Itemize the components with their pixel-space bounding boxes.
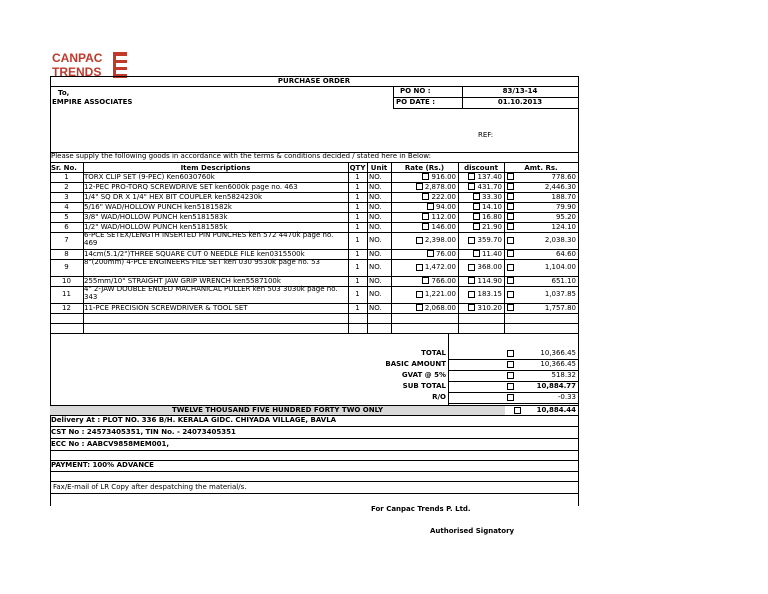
- checkbox-icon: [507, 304, 514, 311]
- checkbox-icon: [468, 237, 475, 244]
- row-checkbox: [507, 304, 514, 313]
- row-sr: 6: [64, 222, 69, 231]
- row-unit: NO.: [369, 236, 382, 244]
- col-item: Item Descriptions: [180, 164, 251, 172]
- totals-value: 518.32: [551, 371, 576, 379]
- col-unit: Unit: [370, 164, 388, 172]
- row-amt: 64.60: [555, 249, 576, 258]
- row-checkbox: [507, 183, 514, 192]
- row-discount: [458, 223, 502, 232]
- totals-label: GVAT @ 5%: [401, 371, 446, 379]
- checkbox-icon: [422, 223, 429, 230]
- row-sr: 9: [64, 263, 69, 271]
- row-sr: 11: [62, 290, 71, 298]
- row-qty: 1: [355, 263, 360, 271]
- row-checkbox: [507, 193, 514, 202]
- row-checkbox: [507, 263, 514, 272]
- checkbox-icon: [422, 213, 429, 220]
- checkbox-icon: [507, 277, 514, 284]
- checkbox-icon: [507, 361, 514, 368]
- row-rate: [391, 304, 456, 313]
- checkbox-icon: [416, 237, 423, 244]
- grand-total: 10,884.44: [536, 406, 576, 414]
- row-rate-value: 222.00: [431, 192, 456, 201]
- ref-label: REF:: [478, 131, 494, 139]
- row-qty: 1: [355, 249, 360, 258]
- row-qty: 1: [355, 182, 360, 191]
- totals-checkbox: [507, 393, 514, 402]
- fax-note: Fax/E-mail of LR Copy after despatching the material/s.: [53, 483, 247, 491]
- for-company: For Canpac Trends P. Ltd.: [371, 505, 471, 513]
- row-checkbox: [507, 223, 514, 232]
- row-line: [50, 313, 578, 314]
- totals-checkbox: [507, 360, 514, 369]
- row-discount: [458, 304, 502, 313]
- row-checkbox: [507, 250, 514, 259]
- row-sr: 7: [64, 236, 69, 244]
- checkbox-icon: [473, 213, 480, 220]
- row-rate: [391, 263, 456, 272]
- row-desc: 3/8" WAD/HOLLOW PUNCH ken5181583k: [84, 212, 228, 221]
- row-desc: 1/4" SQ DR X 1/4" HEX BIT COUPLER ken5824230k: [84, 192, 263, 201]
- row-sr: 4: [64, 202, 69, 211]
- row-amt: 95.20: [555, 212, 576, 221]
- row-amt: 1,757.80: [544, 303, 576, 312]
- row-discount-value: 11.40: [481, 249, 502, 258]
- row-discount: [458, 213, 502, 222]
- row-sr: 12: [62, 303, 71, 312]
- row-sr: 1: [64, 172, 69, 181]
- checkbox-icon: [507, 291, 514, 298]
- row-rate-value: 1,221.00: [424, 290, 456, 298]
- row-desc: 11-PCE PRECISION SCREWDRIVER & TOOL SET: [84, 303, 248, 312]
- po-no-value: 83/13-14: [502, 87, 538, 95]
- checkbox-icon: [507, 183, 514, 190]
- row-qty: 1: [355, 276, 360, 285]
- row-desc: 4" 2-JAW DOUBLE ENDED MACHANICAL PULLER ken 503 3030k page no. 343: [84, 285, 338, 301]
- row-discount-value: 33.30: [481, 192, 502, 201]
- row-checkbox: [507, 173, 514, 182]
- row-unit: NO.: [369, 202, 382, 211]
- row-qty: 1: [355, 192, 360, 201]
- totals-value: 10,366.45: [540, 360, 576, 368]
- row-line: [448, 403, 578, 404]
- row-amt: 1,104.00: [544, 263, 576, 271]
- row-desc: 5/16" WAD/HOLLOW PUNCH ken5181582k: [84, 202, 232, 211]
- column-line: [391, 162, 392, 333]
- row-qty: 1: [355, 290, 360, 298]
- row-discount: [458, 277, 502, 286]
- row-discount: [458, 183, 502, 192]
- row-checkbox: [507, 236, 514, 245]
- column-line: [348, 162, 349, 333]
- row-discount: [458, 290, 502, 299]
- checkbox-icon: [468, 304, 475, 311]
- totals-label: SUB TOTAL: [402, 382, 446, 390]
- row-rate-value: 916.00: [431, 172, 456, 181]
- checkbox-icon: [473, 223, 480, 230]
- page-title: PURCHASE ORDER: [277, 77, 351, 85]
- checkbox-icon: [507, 250, 514, 257]
- row-unit: NO.: [369, 212, 382, 221]
- row-amt: 188.70: [551, 192, 576, 201]
- col-qty: QTY: [349, 164, 366, 172]
- row-rate-value: 2,398.00: [424, 236, 456, 244]
- row-rate: [391, 213, 456, 222]
- checkbox-icon: [422, 173, 429, 180]
- column-line: [458, 162, 459, 333]
- row-discount-value: 114.90: [477, 276, 502, 285]
- checkbox-icon: [473, 203, 480, 210]
- checkbox-icon: [507, 237, 514, 244]
- row-discount-value: 431.70: [477, 182, 502, 191]
- row-rate-value: 766.00: [431, 276, 456, 285]
- row-desc: TORX CLIP SET (9-PEC) Ken6030760k: [84, 172, 215, 181]
- checkbox-icon: [468, 183, 475, 190]
- row-amt: 651.10: [551, 276, 576, 285]
- delivery-address: Delivery At : PLOT NO. 336 B/H. KERALA GIDC. CHIYADA VILLAGE, BAVLA: [51, 416, 337, 424]
- checkbox-icon: [507, 372, 514, 379]
- row-unit: NO.: [369, 276, 382, 285]
- row-checkbox: [507, 290, 514, 299]
- row-rate: [391, 277, 456, 286]
- checkbox-icon: [473, 250, 480, 257]
- row-line: [50, 323, 578, 324]
- amount-in-words: TWELVE THOUSAND FIVE HUNDRED FORTY TWO ONLY: [171, 406, 384, 414]
- row-rate: [391, 193, 456, 202]
- authorised-signatory: Authorised Signatory: [430, 527, 515, 535]
- row-discount-value: 16.80: [481, 212, 502, 221]
- row-rate: [391, 203, 456, 212]
- row-desc: 12-PEC PRO-TORQ SCREWDRIVE SET ken6000k page no. 463: [84, 182, 298, 191]
- row-discount: [458, 193, 502, 202]
- totals-label: R/O: [432, 393, 446, 401]
- row-discount-value: 359.70: [477, 236, 502, 244]
- column-line: [83, 162, 84, 333]
- checkbox-icon: [507, 264, 514, 271]
- totals-checkbox: [507, 349, 514, 358]
- totals-value: 10,884.77: [536, 382, 576, 390]
- checkbox-icon: [507, 193, 514, 200]
- checkbox-icon: [422, 277, 429, 284]
- row-rate-value: 76.00: [435, 249, 456, 258]
- row-sr: 2: [64, 182, 69, 191]
- row-unit: NO.: [369, 290, 382, 298]
- column-line: [367, 162, 368, 333]
- checkbox-icon: [507, 223, 514, 230]
- logo-mark: E: [51, 50, 52, 51]
- checkbox-icon: [507, 203, 514, 210]
- vendor-name: EMPIRE ASSOCIATES: [52, 98, 133, 106]
- checkbox-icon: [468, 291, 475, 298]
- checkbox-icon: [427, 203, 434, 210]
- row-discount-value: 368.00: [477, 263, 502, 271]
- row-rate-value: 94.00: [435, 202, 456, 211]
- row-amt: 778.60: [551, 172, 576, 181]
- checkbox-icon: [468, 173, 475, 180]
- row-discount-value: 21.90: [481, 222, 502, 231]
- row-checkbox: [507, 203, 514, 212]
- row-qty: 1: [355, 212, 360, 221]
- logo-line2: TRENDS: [52, 65, 102, 79]
- col-rate: Rate (Rs.): [404, 164, 445, 172]
- row-rate-value: 112.00: [431, 212, 456, 221]
- logo-line1: CANPAC: [52, 51, 103, 65]
- row-unit: NO.: [369, 192, 382, 201]
- checkbox-icon: [507, 173, 514, 180]
- totals-label: BASIC AMOUNT: [385, 360, 446, 368]
- row-desc: 14cm(5.1/2")THREE SQUARE CUT 0 NEEDLE FILE ken0315500k: [84, 249, 305, 258]
- totals-value: -0.33: [557, 393, 576, 401]
- checkbox-icon: [507, 213, 514, 220]
- row-discount: [458, 250, 502, 259]
- ecc-number: ECC No : AABCV9858MEM001,: [51, 440, 170, 448]
- row-qty: 1: [355, 202, 360, 211]
- row-rate: [391, 183, 456, 192]
- checkbox-icon: [416, 291, 423, 298]
- row-rate: [391, 223, 456, 232]
- row-discount-value: 310.20: [477, 303, 502, 312]
- row-qty: 1: [355, 303, 360, 312]
- row-unit: NO.: [369, 303, 382, 312]
- row-rate-value: 146.00: [431, 222, 456, 231]
- row-rate-value: 2,068.00: [424, 303, 456, 312]
- checkbox-icon: [507, 350, 514, 357]
- row-line: [50, 333, 578, 334]
- row-amt: 79.90: [555, 202, 576, 211]
- row-rate: [391, 290, 456, 299]
- to-label: To,: [58, 89, 70, 97]
- row-desc: 255mm/10" STRAIGHT JAW GRIP WRENCH ken5587100k: [84, 276, 281, 285]
- row-unit: NO.: [369, 222, 382, 231]
- payment-terms: PAYMENT: 100% ADVANCE: [51, 461, 154, 469]
- row-rate-value: 2,878.00: [424, 182, 456, 191]
- po-date-label: PO DATE :: [396, 98, 435, 106]
- row-discount-value: 137.40: [477, 172, 502, 181]
- row-qty: 1: [355, 172, 360, 181]
- column-line: [504, 162, 505, 333]
- checkbox-icon: [468, 277, 475, 284]
- row-unit: NO.: [369, 172, 382, 181]
- row-discount: [458, 203, 502, 212]
- row-discount: [458, 173, 502, 182]
- checkbox-icon: [416, 183, 423, 190]
- checkbox-icon: [427, 250, 434, 257]
- row-unit: NO.: [369, 249, 382, 258]
- row-discount-value: 14.10: [481, 202, 502, 211]
- po-no-label: PO NO :: [400, 87, 431, 95]
- row-desc: 6-PCE SETEX/LENGTH INSERTED PIN PUNCHES ken 572 4470k page no. 469: [84, 231, 334, 247]
- row-rate: [391, 250, 456, 259]
- row-sr: 5: [64, 212, 69, 221]
- column-line: [448, 333, 449, 405]
- row-sr: 10: [62, 276, 71, 285]
- row-qty: 1: [355, 222, 360, 231]
- checkbox-icon: [468, 264, 475, 271]
- totals-value: 10,366.45: [540, 349, 576, 357]
- row-discount: [458, 263, 502, 272]
- row-rate: [391, 236, 456, 245]
- po-date-value: 01.10.2013: [497, 98, 543, 106]
- checkbox-icon: [507, 394, 514, 401]
- checkbox-icon: [416, 264, 423, 271]
- checkbox-icon: [416, 304, 423, 311]
- intro-text: Please supply the following goods in accordance with the terms & conditions decided / stated here in Below:: [51, 152, 431, 160]
- row-amt: 124.10: [551, 222, 576, 231]
- row-unit: NO.: [369, 182, 382, 191]
- totals-label: TOTAL: [421, 349, 446, 357]
- row-qty: 1: [355, 236, 360, 244]
- checkbox-icon: [473, 193, 480, 200]
- row-desc: 8"(200mm) 4-PCE ENGINEERS FILE SET ken 030 9530k page no. 53: [84, 258, 320, 266]
- row-discount: [458, 236, 502, 245]
- row-rate-value: 1,472.00: [424, 263, 456, 271]
- col-sr: Sr. No.: [51, 164, 77, 172]
- checkbox-icon: [422, 193, 429, 200]
- checkbox-icon: [507, 383, 514, 390]
- totals-checkbox: [507, 382, 514, 391]
- col-amt: Amt. Rs.: [524, 164, 558, 172]
- row-desc: 1/2" WAD/HOLLOW PUNCH ken5181585k: [84, 222, 228, 231]
- row-amt: 2,038.30: [544, 236, 576, 244]
- row-rate: [391, 173, 456, 182]
- row-checkbox: [507, 213, 514, 222]
- row-checkbox: [507, 277, 514, 286]
- row-amt: 2,446.30: [544, 182, 576, 191]
- totals-checkbox: [507, 371, 514, 380]
- row-sr: 3: [64, 192, 69, 201]
- col-discount: discount: [464, 164, 498, 172]
- row-discount-value: 183.15: [477, 290, 502, 298]
- row-unit: NO.: [369, 263, 382, 271]
- cst-number: CST No : 24573405351, TIN No. - 24073405351: [51, 428, 236, 436]
- row-sr: 8: [64, 249, 69, 258]
- row-amt: 1,037.85: [544, 290, 576, 298]
